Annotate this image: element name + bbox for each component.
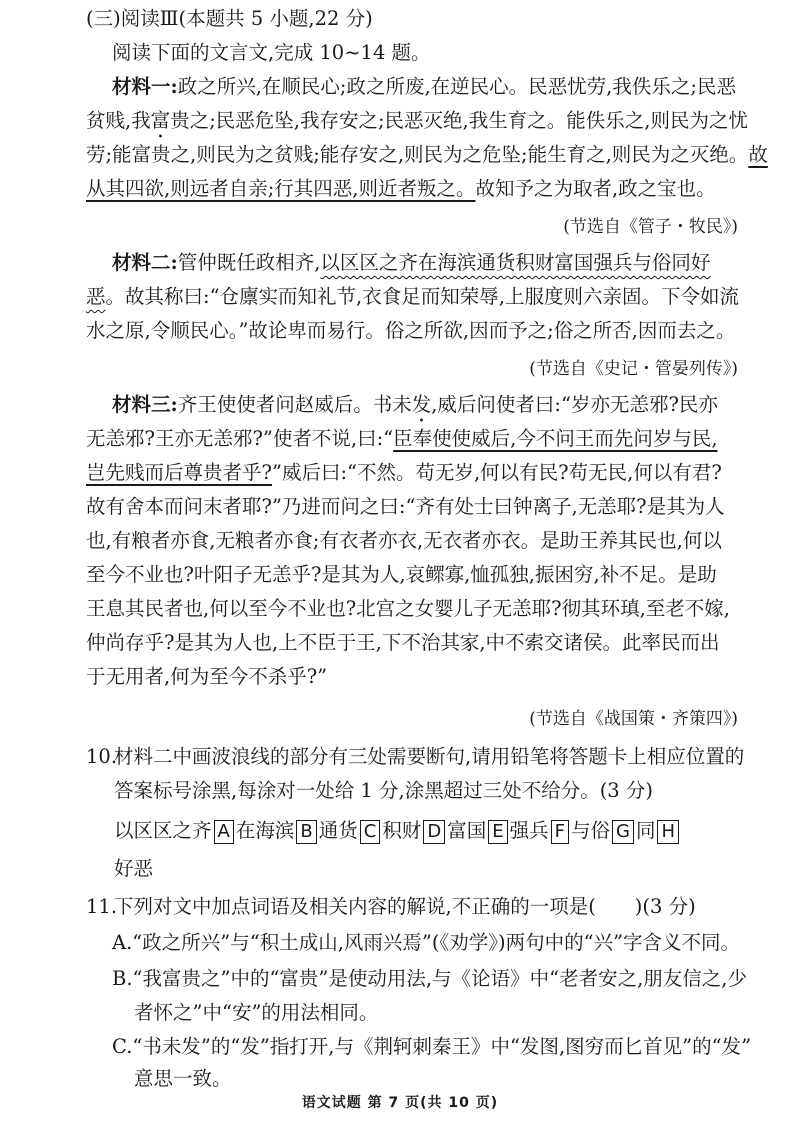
section-heading: (三)阅读Ⅲ(本题共 5 小题,22 分) (86, 7, 373, 30)
material3-line6: 至今不业也?叶阳子无恙乎?是其为人,哀鳏寡,恤孤独,振困穷,补不足。是助 (86, 563, 717, 586)
option-c-cont: 意思一致。 (134, 1067, 232, 1090)
answer-box-h[interactable]: H (657, 820, 679, 844)
material3-line3: 岂先贱而后尊贵者乎?”威后曰:“不然。苟无岁,何以有民?苟无民,何以有君? (86, 461, 722, 484)
answer-box-g[interactable]: G (612, 820, 634, 844)
answer-box-c[interactable]: C (360, 820, 381, 844)
material3-line1: 材料三:齐王使使者问赵威后。书未发,威后问使者曰:“岁亦无恙邪?民亦 (112, 393, 718, 416)
segment: 强兵 (509, 819, 549, 842)
material2-line2: 恶。故其称曰:“仓廪实而知礼节,衣食足而知荣辱,上服度则六亲固。下令如流 (86, 285, 739, 308)
question11-stem: 下列对文中加点词语及相关内容的解说,不正确的一项是( )(3 分) (114, 895, 696, 918)
option-c[interactable]: C.“书未发”的“发”指打开,与《荆轲刺秦王》中“发图,图穷而匕首见”的“发” (112, 1035, 752, 1058)
material2-line3: 水之原,令顺民心。”故论卑而易行。俗之所欲,因而予之;俗之所否,因而去之。 (86, 319, 736, 342)
material1-source: (节选自《管子・牧民》) (563, 217, 738, 237)
material3-source: (节选自《战国策・齐策四》) (529, 709, 738, 729)
underlined-sentence-m3: 臣奉使使威后,今不问王而先问岁与民, (393, 427, 718, 450)
material3-line4: 故有舍本而问末者耶?”乃进而问之曰:“齐有处士曰钟离子,无恙耶?是其为人 (86, 495, 725, 518)
question10-number: 10. (86, 745, 118, 768)
segment: 同 (635, 819, 656, 842)
answer-box-e[interactable]: E (488, 820, 507, 844)
option-a[interactable]: A.“政之所兴”与“积土成山,风雨兴焉”(《劝学》)两句中的“兴”字含义不同。 (112, 931, 741, 954)
material3-line5: 也,有粮者亦食,无粮者亦食;有衣者亦衣,无衣者亦衣。是助王养其民也,何以 (86, 529, 722, 552)
segment: 以区区之齐 (114, 819, 212, 842)
segment: 在海滨 (235, 819, 295, 842)
material1-label: 材料一: (112, 75, 178, 98)
answer-box-a[interactable]: A (214, 820, 234, 844)
material2-label: 材料二: (112, 251, 178, 274)
material3-line7: 王息其民者也,何以至今不业也?北宫之女婴儿子无恙耶?彻其环瑱,至老不嫁, (86, 597, 731, 620)
wavy-underlined-text: 以区区之齐在海滨通货积财富国强兵与俗同好 (320, 251, 711, 274)
section-instruction: 阅读下面的文言文,完成 10~14 题。 (112, 41, 431, 64)
dotted-char-fa: 发 (411, 393, 432, 416)
answer-box-d[interactable]: D (423, 820, 445, 844)
underlined-sentence-m3-cont: 岂先贱而后尊贵者乎? (86, 461, 272, 484)
underlined-sentence-m1: 故 (748, 143, 768, 166)
question11-number: 11. (86, 895, 118, 918)
material3-line2: 无恙邪?王亦无恙邪?”使者不说,曰:“臣奉使使威后,今不问王而先问岁与民, (86, 427, 718, 450)
material1-line2: 贫贱,我富贵之;民恶危坠,我存安之;民恶灭绝,我生育之。能佚乐之,则民为之忧 (86, 109, 748, 132)
segment: 富国 (447, 819, 487, 842)
material2-line1: 材料二:管仲既任政相齐,以区区之齐在海滨通货积财富国强兵与俗同好 (112, 251, 711, 274)
material3-line9: 于无用者,何为至今不杀乎?” (86, 665, 328, 688)
wavy-underlined-text-cont: 恶 (86, 285, 106, 308)
segment: 与俗 (570, 819, 610, 842)
material3-label: 材料三: (112, 393, 178, 416)
option-b[interactable]: B.“我富贵之”中的“富贵”是使动用法,与《论语》中“老者安之,朋友信之,少 (112, 967, 747, 990)
material2-source: (节选自《史记・管晏列传》) (529, 359, 738, 379)
answer-box-f[interactable]: F (551, 820, 569, 844)
question10-stem-line1: 材料二中画波浪线的部分有三处需要断句,请用铅笔将答题卡上相应位置的 (114, 745, 745, 768)
material1-line1: 材料一:政之所兴,在顺民心;政之所废,在逆民心。民恶忧劳,我佚乐之;民恶 (112, 75, 736, 98)
underlined-sentence-m1-cont: 从其四欲,则远者自亲;行其四恶,则近者叛之。 (86, 177, 476, 200)
option-b-cont: 者怀之”中“安”的用法相同。 (134, 1001, 379, 1024)
page-footer: 语文试题 第 7 页(共 10 页) (301, 1095, 499, 1111)
question10-segment-row (114, 814, 681, 848)
material1-line3: 劳;能富贵之,则民为之贫贱;能存安之,则民为之危坠;能生育之,则民为之灭绝。故 (86, 143, 768, 166)
material1-line4: 从其四欲,则远者自亲;行其四恶,则近者叛之。故知予之为取者,政之宝也。 (86, 177, 716, 200)
material3-line8: 仲尚存乎?是其为人也,上不臣于王,下不治其家,中不索交诸侯。此率民而出 (86, 631, 720, 654)
answer-box-b[interactable]: B (296, 820, 316, 844)
question10-segment-tail: 好恶 (114, 857, 154, 880)
segment: 积财 (382, 819, 422, 842)
question10-stem-line2: 答案标号涂黑,每涂对一处给 1 分,涂黑超过三处不给分。(3 分) (114, 779, 654, 802)
segment: 通货 (318, 819, 358, 842)
dotted-char-fu: 富 (150, 109, 171, 132)
